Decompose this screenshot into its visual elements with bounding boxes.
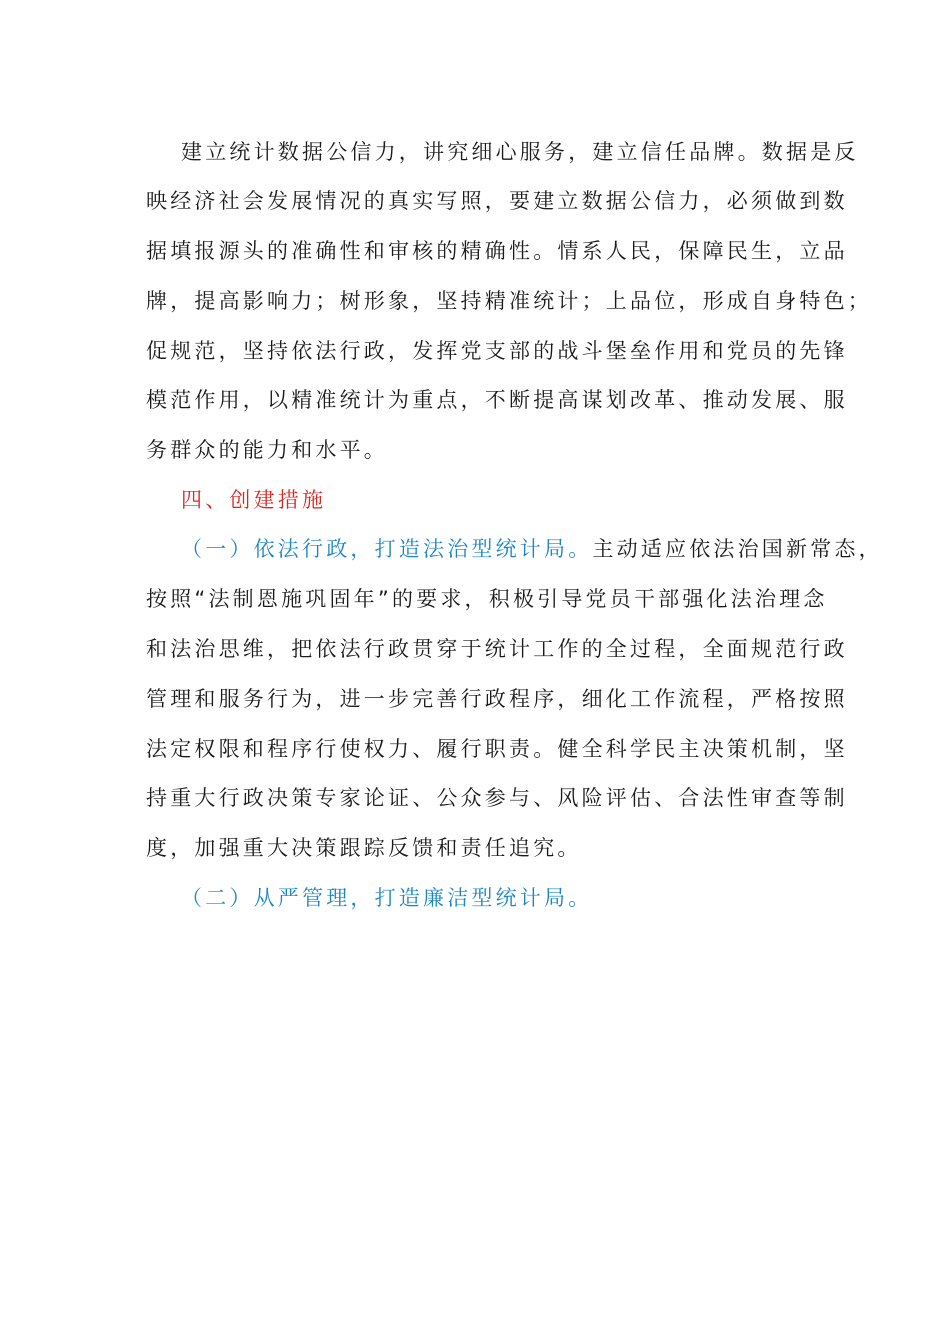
subsection-1-line-7: 度，加强重大决策跟踪反馈和责任追究。 — [146, 836, 582, 860]
subsection-1-line-3: 和法治思维，把依法行政贯穿于统计工作的全过程，全面规范行政 — [146, 637, 848, 661]
paragraph-1-line-5: 促规范，坚持依法行政，发挥党支部的战斗堡垒作用和党员的先锋 — [146, 339, 848, 363]
section-heading: 四、创建措施 — [181, 488, 327, 512]
subsection-1-line-5: 法定权限和程序行使权力、履行职责。健全科学民主决策机制，坚 — [146, 737, 848, 761]
paragraph-1-line-7: 务群众的能力和水平。 — [146, 438, 388, 462]
subsection-2-title: （二）从严管理，打造廉洁型统计局。 — [181, 886, 593, 910]
subsection-1-first-line — [181, 534, 883, 564]
subsection-1-line-2: 按照“法制恩施巩固年”的要求，积极引导党员干部强化法治理念 — [146, 587, 828, 611]
paragraph-1-line-3: 据填报源头的准确性和审核的精确性。情系人民，保障民生，立品 — [146, 239, 848, 263]
subsection-1-line-4: 管理和服务行为，进一步完善行政程序，细化工作流程，严格按照 — [146, 687, 848, 711]
subsection-1-first-line-rest: 主动适应依法治国新常态， — [592, 537, 883, 561]
paragraph-1-line-2: 映经济社会发展情况的真实写照，要建立数据公信力，必须做到数 — [146, 189, 848, 213]
subsection-1-title: （一）依法行政，打造法治型统计局。 — [181, 537, 593, 561]
subsection-1-line-6: 持重大行政决策专家论证、公众参与、风险评估、合法性审查等制 — [146, 786, 848, 810]
paragraph-1-line-4: 牌，提高影响力；树形象，坚持精准统计；上品位，形成自身特色； — [146, 289, 872, 313]
paragraph-1-line-1: 建立统计数据公信力，讲究细心服务，建立信任品牌。数据是反 — [181, 140, 859, 164]
paragraph-1-line-6: 模范作用，以精准统计为重点，不断提高谋划改革、推动发展、服 — [146, 388, 848, 412]
